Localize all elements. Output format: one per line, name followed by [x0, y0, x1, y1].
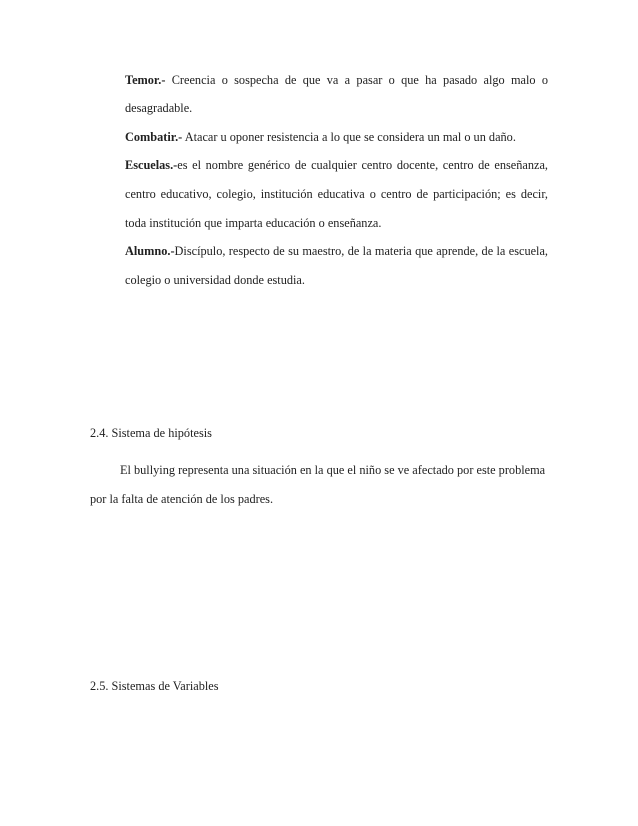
definition-temor-line-1 — [125, 72, 548, 88]
definition-text-escuelas-2: centro educativo, colegio, institución educativa o centro de participación; es decir, — [125, 187, 548, 201]
definition-term-temor: Temor.- — [125, 73, 166, 87]
definition-text-escuelas-3: toda institución que imparta educación o enseñanza. — [125, 216, 382, 230]
definition-text-temor-2: desagradable. — [125, 101, 193, 115]
definition-combatir-line-1 — [125, 129, 516, 145]
definition-term-alumno: Alumno.- — [125, 244, 175, 258]
definition-escuelas-line-1 — [125, 157, 548, 173]
definition-escuelas-line-2 — [125, 186, 548, 202]
section-heading-hypothesis: 2.4. Sistema de hipótesis — [90, 426, 212, 440]
definition-text-alumno-2: colegio o universidad donde estudia. — [125, 273, 305, 287]
definition-escuelas-line-3 — [125, 215, 381, 231]
definition-term-escuelas: Escuelas.- — [125, 158, 178, 172]
definition-alumno-line-1 — [125, 243, 548, 259]
section-heading-variables: 2.5. Sistemas de Variables — [90, 679, 219, 693]
definition-alumno-line-2 — [125, 272, 305, 288]
hypothesis-paragraph-line-2: por la falta de atención de los padres. — [90, 492, 274, 506]
definition-text-combatir-1: Atacar u oponer resistencia a lo que se considera un mal o un daño. — [184, 130, 516, 144]
definition-temor-line-2 — [125, 100, 192, 116]
definition-text-alumno-1: Discípulo, respecto de su maestro, de la materia que aprende, de la escuela, — [174, 244, 548, 258]
definition-text-temor-1: Creencia o sospecha de que va a pasar o que ha pasado algo malo o — [171, 73, 548, 87]
hypothesis-paragraph-line-1: El bullying representa una situación en la que el niño se ve afectado por este problema — [120, 463, 546, 477]
definition-term-combatir: Combatir.- — [125, 130, 183, 144]
definition-text-escuelas-1: es el nombre genérico de cualquier centro docente, centro de enseñanza, — [177, 158, 548, 172]
